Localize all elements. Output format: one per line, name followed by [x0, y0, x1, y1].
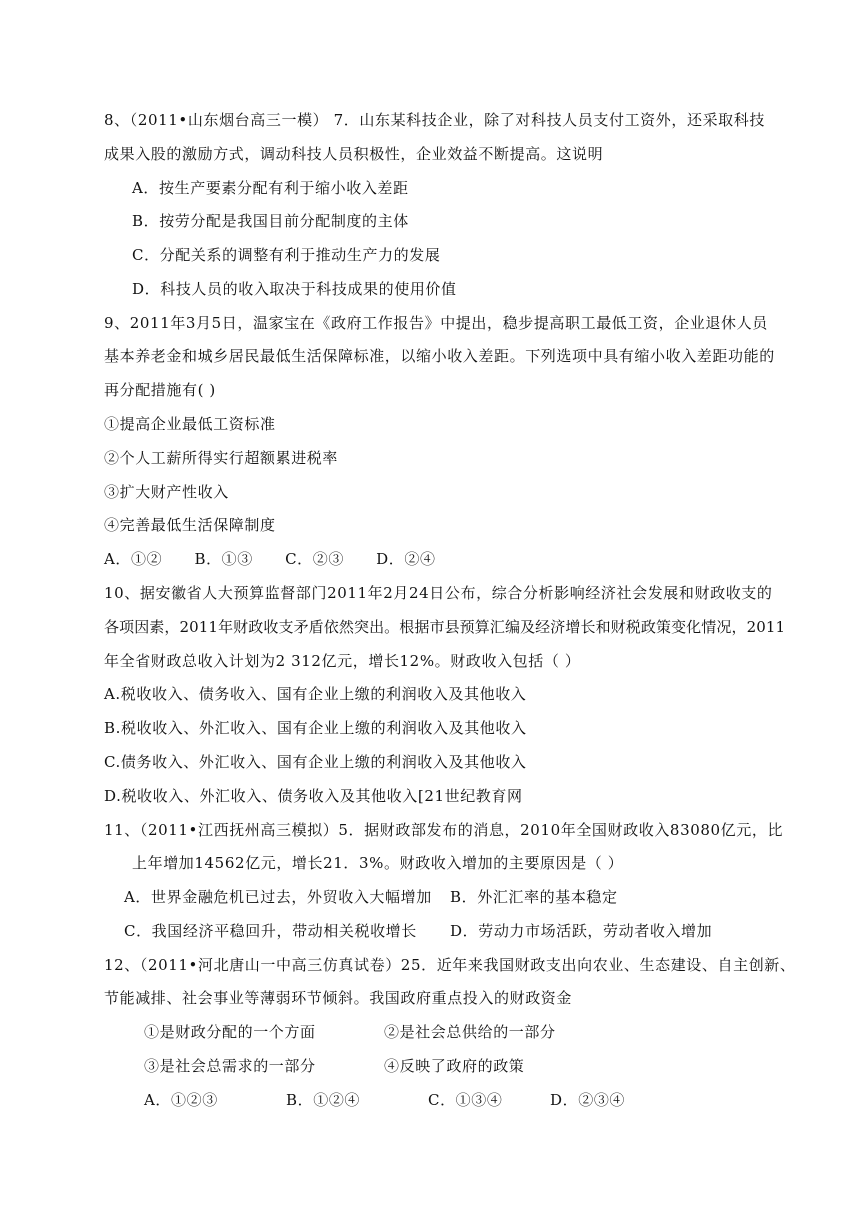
q10-option-a: A.税收收入、债务收入、国有企业上缴的利润收入及其他收入 — [104, 685, 527, 703]
q9-item-3: ③扩大财产性收入 — [104, 483, 229, 501]
q12-option-d: D．②③④ — [550, 1091, 626, 1109]
q10-stem-line1: 10、据安徽省人大预算监督部门2011年2月24日公布，综合分析影响经济社会发展和财政收支的 — [104, 584, 773, 602]
q8-option-b: B．按劳分配是我国目前分配制度的主体 — [132, 212, 409, 230]
q9-stem-line1: 9、2011年3月5日，温家宝在《政府工作报告》中提出，稳步提高职工最低工资，企业退休人员 — [104, 314, 768, 332]
q8-option-a: A．按生产要素分配有利于缩小收入差距 — [132, 179, 409, 197]
q11-option-c: C．我国经济平稳回升，带动相关税收增长 — [124, 922, 417, 940]
q12-item-3: ③是社会总需求的一部分 — [144, 1057, 316, 1075]
q10-option-b: B.税收收入、外汇收入、国有企业上缴的利润收入及其他收入 — [104, 719, 527, 737]
q11-option-a: A．世界金融危机已过去，外贸收入大幅增加 — [124, 888, 432, 906]
q11-option-d: D．劳动力市场活跃，劳动者收入增加 — [450, 922, 713, 940]
q10-stem-line2: 各项因素，2011年财政收支矛盾依然突出。根据市县预算汇编及经济增长和财税政策变化情况，2011 — [104, 618, 786, 636]
q9-stem-line2: 基本养老金和城乡居民最低生活保障标准，以缩小收入差距。下列选项中具有缩小收入差距功能的 — [104, 347, 775, 365]
q12-option-b: B．①②④ — [286, 1091, 361, 1109]
q11-option-b: B．外汇汇率的基本稳定 — [450, 888, 618, 906]
q8-option-d: D．科技人员的收入取决于科技成果的使用价值 — [132, 280, 457, 298]
q10-option-c: C.债务收入、外汇收入、国有企业上缴的利润收入及其他收入 — [104, 753, 527, 771]
q8-stem-line1: 8、（2011•山东烟台高三一模） 7．山东某科技企业，除了对科技人员支付工资外，还采取科技 — [104, 111, 765, 129]
q11-stem-line1: 11、（2011•江西抚州高三模拟）5．据财政部发布的消息，2010年全国财政收入83080亿元，比 — [104, 821, 784, 839]
q8-option-c: C．分配关系的调整有利于推动生产力的发展 — [132, 246, 441, 264]
q10-stem-line3: 年全省财政总收入计划为2 312亿元，增长12%。财政收入包括（ ） — [104, 652, 581, 670]
q11-stem-line2: 上年增加14562亿元，增长21．3%。财政收入增加的主要原因是（ ） — [132, 854, 624, 872]
q9-item-4: ④完善最低生活保障制度 — [104, 516, 276, 534]
q12-item-1: ①是财政分配的一个方面 — [144, 1023, 316, 1041]
q9-choices: A．①② B．①③ C．②③ D．②④ — [104, 550, 436, 568]
q9-item-2: ②个人工薪所得实行超额累进税率 — [104, 449, 339, 467]
q10-option-d: D.税收收入、外汇收入、债务收入及其他收入[21世纪教育网 — [104, 787, 523, 805]
q9-stem-line3: 再分配措施有( ) — [104, 381, 216, 399]
q12-stem-line1: 12、（2011•河北唐山一中高三仿真试卷）25．近年来我国财政支出向农业、生态建设、自主创新、 — [104, 956, 796, 974]
q12-stem-line2: 节能减排、社会事业等薄弱环节倾斜。我国政府重点投入的财政资金 — [104, 989, 573, 1007]
q8-stem-line2: 成果入股的激励方式，调动科技人员积极性，企业效益不断提高。这说明 — [104, 145, 604, 163]
q12-option-c: C．①③④ — [428, 1091, 503, 1109]
q12-option-a: A．①②③ — [144, 1091, 218, 1109]
q12-item-4: ④反映了政府的政策 — [384, 1057, 525, 1075]
q12-item-2: ②是社会总供给的一部分 — [384, 1023, 556, 1041]
q9-item-1: ①提高企业最低工资标准 — [104, 415, 276, 433]
